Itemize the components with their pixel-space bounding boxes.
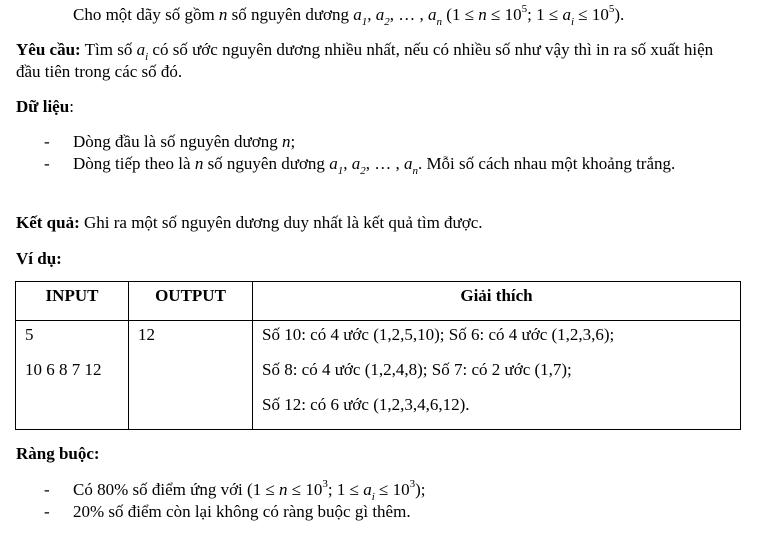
header-output: OUTPUT	[129, 282, 253, 321]
subscript: i	[145, 51, 149, 64]
intro-text: số nguyên dương	[227, 5, 354, 24]
text: ;	[290, 132, 296, 151]
intro-paragraph: Cho một dãy số gồm n số nguyên dương $a_1$, $a_2$, … , $a_n$ ($1 \le n \le 10^5$; $1 \le a_i \le 10^5$).	[73, 3, 625, 29]
intro-text: Cho một dãy số gồm	[73, 5, 219, 24]
var-n: n	[478, 5, 487, 24]
output-cell	[129, 321, 253, 430]
text: số nguyên dương	[203, 154, 330, 173]
bullet-text: Dòng tiếp theo là n số nguyên dương $a_1$, $a_2$, … , $a_n$. Mỗi số cách nhau một khoảng trắng.	[73, 154, 676, 178]
bullet-dash: -	[44, 154, 50, 173]
result-label: Kết quả:	[16, 213, 80, 232]
input-line: 10 6 8 7 12	[25, 360, 102, 379]
subscript: 1	[337, 165, 344, 178]
exponent: 5	[521, 3, 528, 16]
bullet-text	[73, 131, 723, 153]
subscript: 2	[360, 165, 366, 178]
constraint-text: ).	[614, 5, 625, 24]
subscript: n	[412, 165, 418, 178]
exponent: 3	[322, 478, 328, 491]
result-text: Ghi ra một số nguyên dương duy nhất là kết quả tìm được.	[79, 213, 483, 232]
explanation-cell	[253, 321, 741, 430]
bullet-dash: -	[44, 480, 50, 499]
text: Dòng đầu là số nguyên dương	[73, 132, 282, 151]
constraint-text: ≤ 10	[574, 5, 609, 24]
subscript: n	[436, 16, 443, 29]
constraint-text: ; 1 ≤	[527, 5, 563, 24]
var-a: a	[403, 154, 413, 173]
input-cell	[16, 321, 129, 430]
var-a: a	[375, 5, 385, 24]
explanation-line: Số 8: có 4 ước (1,2,4,8); Số 7: có 2 ước (1,7);	[262, 360, 572, 379]
text: Dòng tiếp theo là	[73, 154, 195, 173]
var-a: a	[329, 154, 338, 173]
var-a: a	[351, 154, 361, 173]
example-label: Ví dụ:	[16, 249, 62, 268]
example-table	[15, 281, 741, 430]
var-a: a	[363, 480, 372, 499]
subscript: i	[371, 491, 375, 504]
input-heading	[16, 96, 731, 118]
table-header-row	[16, 282, 741, 321]
explanation-line: Số 10: có 4 ước (1,2,5,10); Số 6: có 4 ước (1,2,3,6);	[262, 325, 615, 344]
input-line: 5	[25, 325, 34, 344]
subscript: 2	[384, 16, 390, 29]
text: ≤ 10	[374, 480, 410, 499]
bullet-dash: -	[44, 132, 50, 151]
colon: :	[69, 97, 74, 116]
request-paragraph	[16, 39, 731, 83]
explanation-line: Số 12: có 6 ước (1,2,3,4,6,12).	[262, 395, 470, 414]
var-a: a	[562, 5, 571, 24]
var-a: a	[428, 5, 437, 24]
input-label: Dữ liệu	[16, 97, 70, 116]
constraints-label: Ràng buộc:	[16, 444, 100, 463]
header-explanation: Giải thích	[253, 282, 741, 321]
constraint-text: ≤ 10	[486, 5, 522, 24]
var-n: n	[279, 480, 288, 499]
request-text: Tìm số	[80, 40, 137, 59]
var-n: n	[281, 132, 291, 151]
var-a: a	[353, 5, 362, 24]
result-paragraph	[16, 212, 731, 234]
var-n: n	[194, 154, 204, 173]
ellipsis: , … ,	[389, 5, 429, 24]
constraint-text: (1 ≤	[442, 5, 479, 24]
text: . Mỗi số cách nhau một khoảng trắng.	[417, 154, 676, 173]
bullet-text	[73, 478, 723, 504]
bullet-text: 20% số điểm còn lại không có ràng buộc gì thêm.	[73, 502, 411, 521]
var-n: n	[218, 5, 228, 24]
text: ; 1 ≤	[327, 480, 364, 499]
text: );	[415, 480, 426, 499]
output-line: 12	[138, 325, 155, 344]
request-label: Yêu cầu:	[16, 40, 81, 59]
exponent: 5	[608, 3, 615, 16]
ellipsis: , … ,	[365, 154, 404, 173]
var-a: a	[136, 40, 146, 59]
subscript: i	[570, 16, 575, 29]
example-heading	[16, 248, 731, 270]
bullet-dash: -	[44, 502, 50, 521]
text: Có 80% số điểm ứng với (1 ≤	[73, 480, 280, 499]
subscript: 1	[361, 16, 368, 29]
table-row	[16, 321, 741, 430]
text: ≤ 10	[287, 480, 323, 499]
request-text: có số ước nguyên dương nhiều nhất, nếu có nhiều số như vậy thì in ra số xuất hiện đầu tiên trong các số đó.	[16, 40, 714, 81]
header-input: INPUT	[16, 282, 129, 321]
exponent: 3	[409, 478, 416, 491]
constraints-heading	[16, 443, 731, 465]
